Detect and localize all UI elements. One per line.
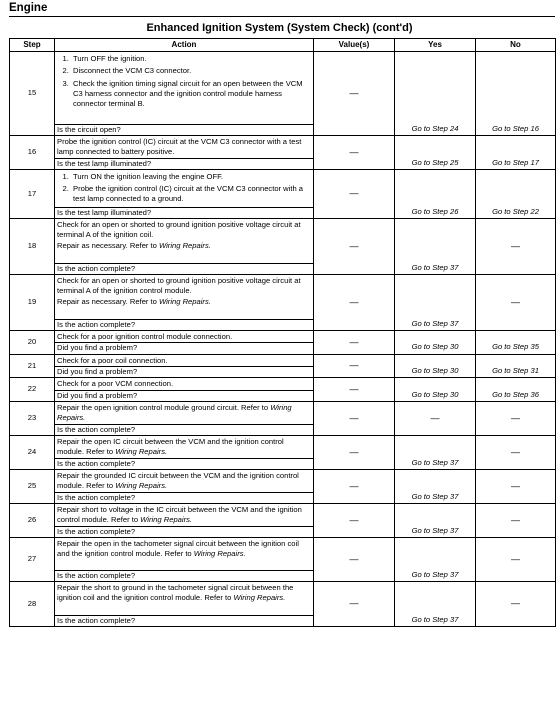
action-cell [55, 136, 314, 170]
yes-result: Go to Step 37 [411, 457, 459, 467]
table-row [10, 169, 556, 218]
table-row [10, 401, 556, 435]
no-result: — [511, 480, 520, 491]
value-cell [314, 219, 395, 275]
no-result: — [511, 240, 520, 251]
yes-result: Go to Step 37 [411, 262, 459, 272]
no-cell [476, 52, 556, 136]
no-cell [476, 435, 556, 469]
value-dash: — [349, 514, 359, 525]
action-content [57, 437, 311, 469]
no-cell [476, 378, 556, 402]
yes-cell [395, 503, 476, 537]
value-dash: — [349, 296, 359, 307]
step-number: 28 [10, 581, 55, 626]
value-dash: — [349, 87, 359, 98]
action-text [57, 583, 311, 604]
wiring-repairs-reference: Wiring Repairs. [159, 296, 211, 306]
action-question: Is the action complete? [55, 424, 313, 435]
no-cell [476, 275, 556, 331]
action-text [57, 505, 311, 526]
action-step: 1. Turn ON the ignition leaving the engine OFF. [71, 172, 311, 182]
action-step: 1. Turn OFF the ignition. [71, 54, 311, 64]
action-cell [55, 469, 314, 503]
action-content [57, 505, 311, 537]
wiring-repairs-reference: Wiring Repairs. [159, 240, 211, 250]
action-instructions [57, 220, 311, 251]
no-result: — [511, 598, 520, 609]
action-instructions [57, 171, 311, 207]
value-cell [314, 378, 395, 402]
table-row [10, 503, 556, 537]
no-cell [476, 401, 556, 435]
yes-result: Go to Step 37 [411, 614, 459, 624]
action-content [57, 137, 311, 169]
table-row [10, 378, 556, 402]
wiring-repairs-reference: Wiring Repairs. [115, 481, 168, 491]
step-number: 21 [10, 354, 55, 378]
yes-cell [395, 219, 476, 275]
action-question: Is the action complete? [55, 458, 313, 469]
action-text-body: Repair the short to ground in the tachometer signal circuit between the ignition coil and the ignition control module. Refer to [57, 582, 294, 603]
action-instructions [57, 505, 311, 526]
yes-cell [395, 581, 476, 626]
action-instructions [57, 276, 311, 307]
action-cell [55, 331, 314, 355]
value-cell [314, 469, 395, 503]
repair-instruction [57, 241, 311, 251]
wiring-repairs-reference: Wiring Repairs. [115, 447, 168, 457]
action-text [57, 471, 311, 492]
action-text [57, 403, 311, 424]
action-text [57, 437, 311, 458]
yes-cell [395, 469, 476, 503]
page-title: Enhanced Ignition System (System Check) (cont'd) [146, 22, 413, 34]
no-result: Go to Step 35 [492, 342, 539, 352]
action-cell [55, 537, 314, 581]
value-dash: — [349, 383, 359, 394]
action-text [57, 220, 311, 241]
value-dash: — [349, 446, 359, 457]
value-cell [314, 581, 395, 626]
no-result: Go to Step 17 [492, 157, 539, 167]
step-number: 23 [10, 401, 55, 435]
action-cell [55, 354, 314, 378]
wiring-repairs-reference: Wiring Repairs. [233, 593, 286, 603]
action-cell [55, 435, 314, 469]
action-content [57, 379, 311, 401]
value-dash: — [349, 598, 359, 609]
action-text-body: Check for a poor VCM connection. [57, 379, 174, 389]
action-question: Is the circuit open? [55, 124, 313, 135]
action-text-body: Repair the open ignition control module ground circuit. Refer to [57, 402, 269, 412]
system-check-table [9, 38, 556, 627]
action-text [57, 379, 311, 389]
action-step: 2. Probe the ignition control (IC) circuit at the VCM C3 connector with a test lamp connected to a ground. [71, 184, 311, 205]
action-text-body: Repair the open IC circuit between the VCM and the ignition control module. Refer to [57, 436, 284, 457]
action-content [57, 539, 311, 581]
step-number: 25 [10, 469, 55, 503]
action-cell [55, 275, 314, 331]
value-cell [314, 537, 395, 581]
header-rule [9, 16, 555, 17]
no-result: Go to Step 22 [492, 206, 539, 216]
no-cell [476, 354, 556, 378]
value-cell [314, 331, 395, 355]
action-cell [55, 219, 314, 275]
repair-instruction [57, 297, 311, 307]
no-result: — [511, 446, 520, 457]
yes-cell [395, 52, 476, 136]
wiring-repairs-reference: Wiring Repairs. [193, 549, 246, 559]
action-instructions [57, 53, 311, 111]
action-text-body: Repair the open in the tachometer signal circuit between the ignition coil and the ignition control module. Refer to [57, 538, 299, 559]
no-cell [476, 219, 556, 275]
no-result: — [511, 296, 520, 307]
action-text-body: Repair short to voltage in the IC circuit between the VCM and the ignition control module. Refer to [57, 504, 302, 525]
table-row [10, 435, 556, 469]
action-content [57, 171, 311, 218]
yes-result: Go to Step 24 [411, 123, 459, 133]
action-question: Is the test lamp illuminated? [55, 207, 313, 218]
yes-result: Go to Step 25 [411, 157, 459, 167]
value-dash: — [349, 240, 359, 251]
action-question: Is the action complete? [55, 263, 313, 274]
yes-result: Go to Step 30 [411, 342, 459, 352]
table-row [10, 52, 556, 136]
value-cell [314, 435, 395, 469]
action-instructions [57, 332, 311, 342]
no-cell [476, 469, 556, 503]
yes-cell [395, 537, 476, 581]
action-question: Did you find a problem? [55, 366, 313, 377]
action-content [57, 332, 311, 354]
no-cell [476, 136, 556, 170]
table-row [10, 275, 556, 331]
table-row [10, 331, 556, 355]
action-cell [55, 378, 314, 402]
wiring-repairs-reference: Wiring Repairs. [57, 402, 292, 423]
wiring-repairs-reference: Wiring Repairs. [140, 515, 193, 525]
value-dash: — [349, 360, 359, 371]
value-cell [314, 52, 395, 136]
action-cell [55, 503, 314, 537]
action-content [57, 403, 311, 435]
no-result: Go to Step 16 [492, 123, 539, 133]
action-instructions [57, 583, 311, 604]
yes-result: Go to Step 37 [411, 525, 459, 535]
action-question: Did you find a problem? [55, 342, 313, 353]
value-dash: — [349, 412, 359, 423]
action-content [57, 220, 311, 274]
yes-result: Go to Step 37 [411, 318, 459, 328]
action-cell [55, 169, 314, 218]
action-instructions [57, 539, 311, 560]
yes-cell [395, 354, 476, 378]
yes-cell [395, 136, 476, 170]
column-header-no: No [476, 39, 556, 52]
table-row [10, 537, 556, 581]
action-content [57, 471, 311, 503]
yes-result: Go to Step 30 [411, 389, 459, 399]
step-number: 17 [10, 169, 55, 218]
action-text [57, 276, 311, 297]
action-instructions [57, 403, 311, 424]
action-step: 3. Check the ignition timing signal circuit for an open between the VCM C3 harness connector and the ignition control module harness connector terminal B. [71, 79, 311, 110]
action-text [57, 137, 311, 158]
no-result: Go to Step 36 [492, 389, 539, 399]
step-number: 19 [10, 275, 55, 331]
action-steps-list [57, 172, 311, 205]
table-row [10, 469, 556, 503]
step-number: 18 [10, 219, 55, 275]
action-content [57, 53, 311, 135]
action-instructions [57, 379, 311, 389]
action-question: Is the action complete? [55, 526, 313, 537]
repair-text: Repair as necessary. Refer to [57, 240, 157, 250]
step-number: 22 [10, 378, 55, 402]
value-cell [314, 401, 395, 435]
yes-cell [395, 401, 476, 435]
no-cell [476, 581, 556, 626]
action-question: Is the action complete? [55, 570, 313, 581]
no-result: Go to Step 31 [492, 365, 539, 375]
table-row [10, 581, 556, 626]
value-dash: — [349, 553, 359, 564]
action-content [57, 356, 311, 378]
action-text [57, 539, 311, 560]
repair-text: Repair as necessary. Refer to [57, 296, 157, 306]
yes-cell [395, 435, 476, 469]
yes-result: Go to Step 37 [411, 491, 459, 501]
yes-cell [395, 378, 476, 402]
action-instructions [57, 356, 311, 366]
step-number: 15 [10, 52, 55, 136]
step-number: 26 [10, 503, 55, 537]
action-text [57, 356, 311, 366]
action-step: 2. Disconnect the VCM C3 connector. [71, 66, 311, 76]
column-header-action: Action [55, 39, 314, 52]
action-content [57, 583, 311, 626]
value-dash: — [349, 336, 359, 347]
action-instructions [57, 437, 311, 458]
action-text-body: Probe the ignition control (IC) circuit at the VCM C3 connector with a test lamp connected to battery positive. [57, 137, 302, 157]
action-question: Is the action complete? [55, 319, 313, 330]
action-text-body: Check for an open or shorted to ground ignition positive voltage circuit at terminal A of the ignition coil. [57, 220, 301, 240]
step-number: 16 [10, 136, 55, 170]
no-cell [476, 537, 556, 581]
action-text-body: Check for an open or shorted to ground ignition positive voltage circuit at terminal A of the ignition control module. [57, 276, 301, 296]
action-text [57, 332, 311, 342]
yes-result: — [430, 412, 440, 423]
action-question: Is the action complete? [55, 492, 313, 503]
value-cell [314, 503, 395, 537]
value-dash: — [349, 480, 359, 491]
action-content [57, 276, 311, 330]
yes-cell [395, 169, 476, 218]
table-header-row [10, 39, 556, 52]
action-text-body: Check for a poor coil connection. [57, 355, 168, 365]
no-result: — [511, 412, 520, 423]
value-cell [314, 275, 395, 331]
yes-result: Go to Step 30 [411, 365, 459, 375]
action-cell [55, 401, 314, 435]
action-text-body: Repair the grounded IC circuit between the VCM and the ignition control module. Refer to [57, 470, 299, 491]
column-header-values: Value(s) [314, 39, 395, 52]
table-row [10, 354, 556, 378]
step-number: 20 [10, 331, 55, 355]
value-cell [314, 354, 395, 378]
no-cell [476, 503, 556, 537]
yes-result: Go to Step 37 [411, 569, 459, 579]
value-cell [314, 136, 395, 170]
column-header-yes: Yes [395, 39, 476, 52]
action-steps-list [57, 54, 311, 109]
step-number: 27 [10, 537, 55, 581]
yes-cell [395, 275, 476, 331]
no-result: — [511, 514, 520, 525]
value-dash: — [349, 146, 359, 157]
step-number: 24 [10, 435, 55, 469]
action-instructions [57, 137, 311, 158]
column-header-step: Step [10, 39, 55, 52]
yes-result: Go to Step 26 [411, 206, 459, 216]
action-cell [55, 52, 314, 136]
section-header: Engine [9, 2, 48, 14]
value-dash: — [349, 188, 359, 199]
table-row [10, 136, 556, 170]
yes-cell [395, 331, 476, 355]
action-question: Is the test lamp illuminated? [55, 158, 313, 169]
action-text-body: Check for a poor ignition control module connection. [57, 332, 233, 342]
no-cell [476, 169, 556, 218]
table-body [10, 52, 556, 627]
table-row [10, 219, 556, 275]
action-cell [55, 581, 314, 626]
value-cell [314, 169, 395, 218]
no-cell [476, 331, 556, 355]
no-result: — [511, 553, 520, 564]
action-instructions [57, 471, 311, 492]
action-question: Did you find a problem? [55, 390, 313, 401]
action-question: Is the action complete? [55, 615, 313, 626]
